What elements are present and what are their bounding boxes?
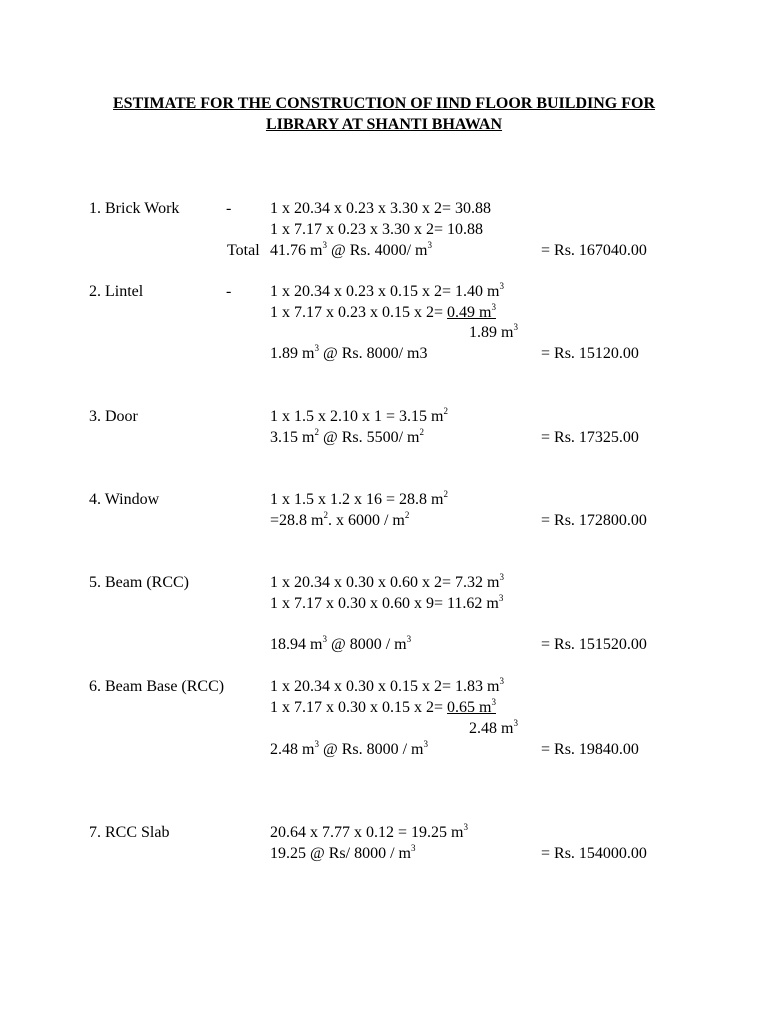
item-label-door: 3. Door — [89, 408, 138, 425]
calc-line: 1 x 20.34 x 0.23 x 0.15 x 2= 1.40 $m^3$ — [270, 280, 504, 300]
item-label-beam-rcc: 5. Beam (RCC) — [89, 574, 189, 591]
total-label: Total — [227, 242, 260, 259]
amount-value: = Rs. 154000.00 — [541, 845, 647, 862]
item-label-rcc-slab: 7. RCC Slab — [89, 824, 170, 841]
amount-value: = Rs. 167040.00 — [541, 242, 647, 259]
calc-line: 1 x 7.17 x 0.23 x 3.30 x 2= 10.88 — [270, 221, 484, 238]
rate-line: 1.89 $m^3$ @ Rs. 8000/ m3 — [270, 342, 428, 362]
rate-line: 19.25 @ Rs/ $8000 / m^3$ — [270, 842, 416, 862]
calc-line: 1 x 7.17 x 0.30 x 0.15 x 2= 0.65 $m^3$ — [270, 696, 496, 716]
item-dash: - — [226, 283, 232, 300]
subtotal-value: 2.48 $m^3$ — [469, 717, 518, 737]
calc-line: 1 x 20.34 x 0.30 x 0.15 x 2= 1.83 $m^3$ — [270, 675, 504, 695]
amount-value: = Rs. 172800.00 — [541, 512, 647, 529]
estimate-title-line-1: ESTIMATE FOR THE CONSTRUCTION OF IIND FLOOR BUILDING FOR — [113, 95, 655, 112]
item-label-lintel: 2. Lintel — [89, 283, 144, 300]
rate-line: 41.76 $m^3$ @ Rs. 4000/ $m^3$ — [270, 239, 432, 259]
subtotal-value: 1.89 $m^3$ — [469, 321, 518, 341]
rate-line: =28.8 $m^2$. x $6000 / m^2$ — [270, 509, 410, 529]
calc-line: 1 x 1.5 x 1.2 x 16 = 28.8 $m^2$ — [270, 488, 448, 508]
calc-line: 1 x 20.34 x 0.23 x 3.30 x 2= 30.88 — [270, 200, 492, 217]
item-label-beam-base-rcc: 6. Beam Base (RCC) — [89, 678, 225, 695]
rate-line: 18.94 $m^3$ @ $8000 / m^3$ — [270, 633, 412, 653]
amount-value: = Rs. 17325.00 — [541, 429, 639, 446]
estimate-title-line-2: LIBRARY AT SHANTI BHAWAN — [265, 116, 503, 133]
item-label-brick-work: 1. Brick Work — [89, 200, 180, 217]
item-dash: - — [226, 200, 232, 217]
rate-line: 2.48 $m^3$ @ Rs. $8000 / m^3$ — [270, 738, 428, 758]
calc-line: 1 x 7.17 x 0.30 x 0.60 x 9= 11.62 $m^3$ — [270, 592, 504, 612]
amount-value: = Rs. 15120.00 — [541, 345, 639, 362]
amount-value: = Rs. 151520.00 — [541, 636, 647, 653]
item-label-window: 4. Window — [89, 491, 160, 508]
calc-line: 20.64 x 7.77 x 0.12 = 19.25 $m^3$ — [270, 821, 468, 841]
amount-value: = Rs. 19840.00 — [541, 741, 639, 758]
calc-line: 1 x 20.34 x 0.30 x 0.60 x 2= 7.32 $m^3$ — [270, 571, 504, 591]
calc-line: 1 x 7.17 x 0.23 x 0.15 x 2= 0.49 $m^3$ — [270, 301, 496, 321]
calc-line: 1 x 1.5 x 2.10 x 1 = 3.15 $m^2$ — [270, 405, 448, 425]
rate-line: 3.15 $m^2$ @ Rs. 5500/ $m^2$ — [270, 426, 424, 446]
